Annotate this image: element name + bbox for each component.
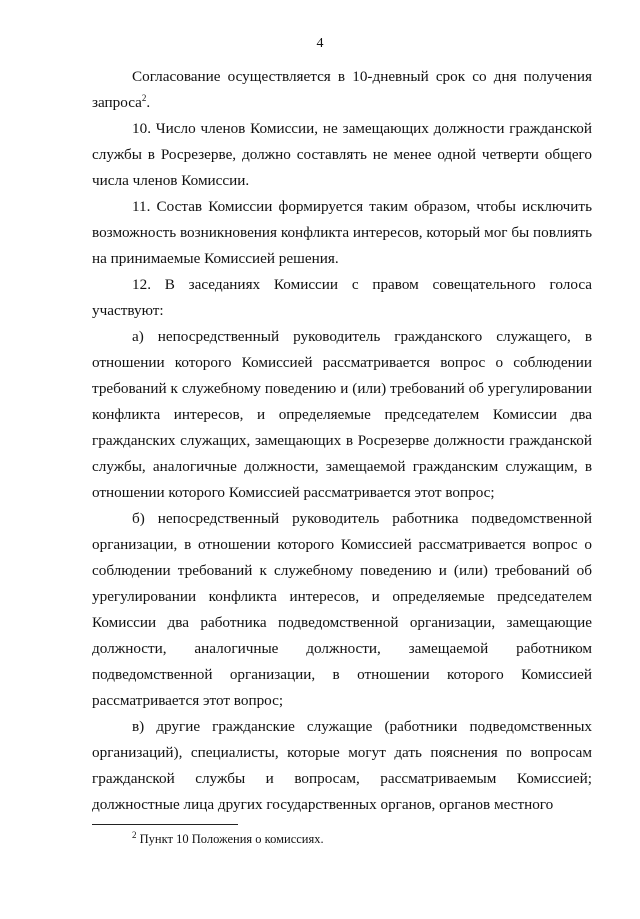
- footnote-text: Пункт 10 Положения о комиссиях.: [136, 832, 324, 846]
- document-body: [92, 64, 592, 818]
- footnote-divider: [92, 824, 238, 825]
- paragraph-12: 12. В заседаниях Комиссии с правом совещательного голоса участвуют:: [92, 276, 592, 319]
- footnote-ref[interactable]: 2: [141, 92, 147, 103]
- footnote: [132, 829, 324, 847]
- paragraph-12-b: б) непосредственный руководитель работника подведомственной организации, в отношении которого Комиссией рассматривается вопрос о соблюдении требований к служебному поведению и (или) требований об урегулировании конфликта интересов, и определяемые председателем Комиссии два работника подведомственной организации, замещающие должности, аналогичные должности, замещаемой работником подведомственной организации, в отношении которого Комиссией рассматривается этот вопрос;: [92, 510, 592, 709]
- paragraph-12-a: а) непосредственный руководитель гражданского служащего, в отношении которого Комиссией рассматривается вопрос о соблюдении требований к служебному поведению и (или) требований об урегулировании конфликта интересов, и определяемые председателем Комиссии два гражданских служащих, замещающих в Росрезерве должности гражданской службы, аналогичные должности, замещаемой гражданским служащим, в отношении которого Комиссией рассматривается этот вопрос;: [92, 328, 592, 501]
- footnote-mark: 2: [132, 829, 137, 840]
- paragraph-12-v: в) другие гражданские служащие (работники подведомственных организаций), специалисты, которые могут дать пояснения по вопросам гражданской службы и вопросам, рассматриваемым Комиссией; должностные лица других государственных органов, органов местного: [92, 718, 592, 813]
- paragraph-approval-term: Согласование осуществляется в 10-дневный срок со дня получения запроса$^2$.: [92, 68, 592, 111]
- paragraph-11: 11. Состав Комиссии формируется таким образом, чтобы исключить возможность возникновения конфликта интересов, который мог бы повлиять на принимаемые Комиссией решения.: [92, 198, 592, 267]
- paragraph-10: 10. Число членов Комиссии, не замещающих должности гражданской службы в Росрезерве, должно составлять не менее одной четверти общего числа членов Комиссии.: [92, 120, 592, 189]
- page-number: 4: [316, 36, 324, 51]
